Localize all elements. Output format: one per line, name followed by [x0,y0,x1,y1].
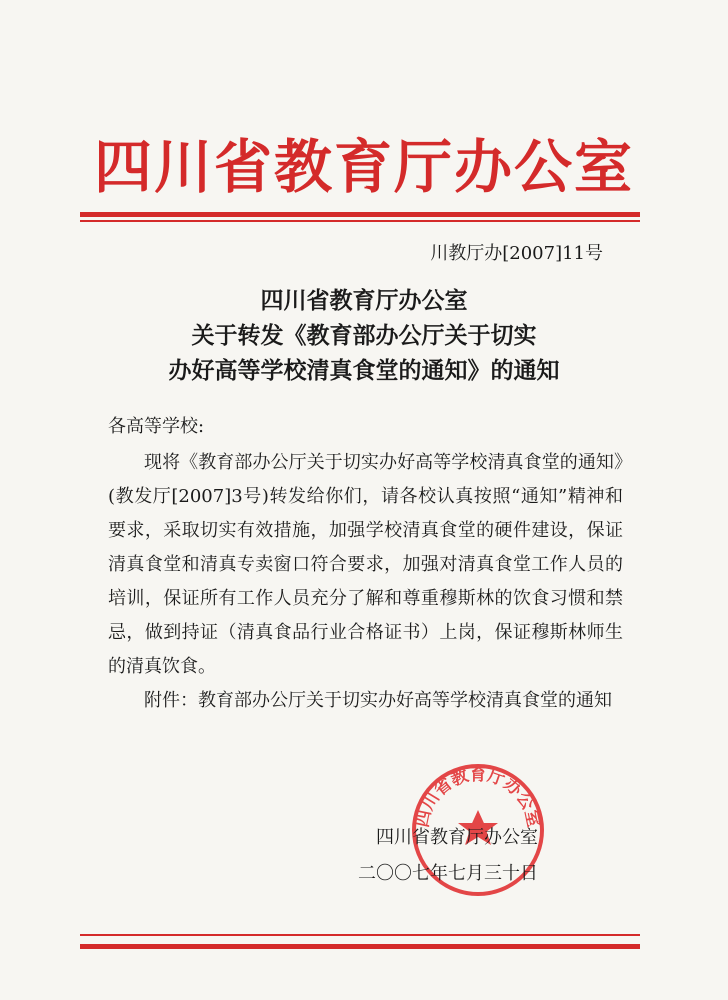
footer-rule-thick [80,944,640,949]
paragraph-main: 现将《教育部办公厅关于切实办好高等学校清真食堂的通知》(教发厅[2007]3号)转发给你们，请各校认真按照“通知”精神和要求，采取切实有效措施，加强学校清真食堂的硬件建设，保证清真食堂和清真专卖窗口符合要求，加强对清真食堂工作人员的培训，保证所有工作人员充分了解和尊重穆斯林的饮食习惯和禁忌，做到持证（清真食品行业合格证书）上岗，保证穆斯林师生的清真饮食。 [108,452,623,677]
letterhead-title: 四川省教育厅办公室 [93,133,634,201]
letterhead-rule-thick [80,212,640,217]
title-line-2: 关于转发《教育部办公厅关于切实 [191,323,537,349]
salutation: 各高等学校: [108,416,205,437]
title-line-1: 四川省教育厅办公室 [260,288,468,314]
title-line-3: 办好高等学校清真食堂的通知》的通知 [168,358,560,384]
footer-rule-thin [80,934,640,936]
document-number: 川教厅办[2007]11号 [430,243,603,264]
paragraph-attachment: 附件：教育部办公厅关于切实办好高等学校清真食堂的通知 [144,690,612,711]
signature-org: 四川省教育厅办公室 [376,827,538,848]
seal-text: 四川省教育厅办公室 [412,765,544,830]
body-text [108,446,623,718]
signature-block [358,820,538,892]
document-title [0,284,728,389]
signature-date: 二〇〇七年七月三十日 [358,863,538,884]
letterhead-rule-thin [80,220,640,222]
